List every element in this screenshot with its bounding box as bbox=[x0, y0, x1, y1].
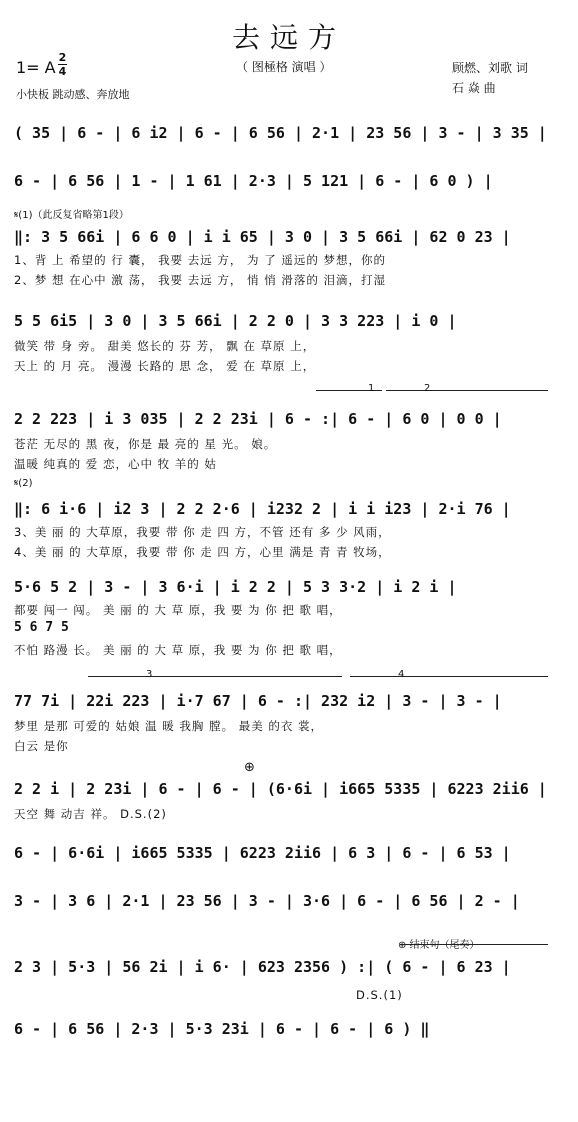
score-line-8: 77 7i | 22i 223 | i·7 67 | 6 - :| 232 i2 | 3 - | 3 - | bbox=[14, 692, 502, 710]
score-line-5: 2 2 223 | i 3 035 | 2 2 23i | 6 - :| 6 - | 6 0 | 0 0 | bbox=[14, 410, 502, 428]
ending-bracket-2 bbox=[386, 390, 548, 391]
key-signature: 1= A bbox=[16, 58, 56, 77]
score-line-7: 5·6 5 2 | 3 - | 3 6·i | i 2 2 | 5 3 3·2 | i 2 i | bbox=[14, 578, 457, 596]
ending-label-1: 1 bbox=[368, 383, 375, 394]
lyrics-line-9: 天空 舞 动吉 祥。 D.S.(2) bbox=[14, 807, 167, 821]
ds-marker-1: D.S.(1) bbox=[356, 988, 403, 1002]
lyrics-line-4b: 天上 的 月 亮。 漫漫 长路的 思 念， 爱 在 草原 上， bbox=[14, 359, 316, 373]
ending-label-2: 2 bbox=[424, 383, 431, 394]
segno-marker-2: 𝄋(2) bbox=[14, 478, 33, 489]
lyrics-line-4a: 微笑 带 身 旁。 甜美 悠长的 芬 芳， 飘 在 草原 上， bbox=[14, 339, 316, 353]
coda-ending-bracket bbox=[400, 944, 548, 945]
lyrics-line-3a: 1、背 上 希望的 行 囊， 我要 去远 方， 为 了 遥远的 梦想，你的 bbox=[14, 253, 387, 267]
composer: 石 焱 曲 bbox=[452, 81, 496, 95]
lyrics-line-3b: 2、梦 想 在心中 激 荡， 我要 去远 方， 悄 悄 滑落的 泪滴，打湿 bbox=[14, 273, 387, 287]
lyrics-line-5a: 苍茫 无尽的 黑 夜，你是 最 亮的 星 光。 娘。 bbox=[14, 437, 277, 451]
time-signature-top: 2 bbox=[58, 51, 67, 64]
credits bbox=[452, 58, 528, 98]
score-line-10: 6 - | 6·6i | i665 5335 | 6223 2ii6 | 6 3 | 6 - | 6 53 | bbox=[14, 844, 511, 862]
ending-label-4: 4 bbox=[398, 669, 405, 680]
lyrics-line-5b: 温暖 纯真的 爱 恋，心中 牧 羊的 姑 bbox=[14, 457, 217, 471]
score-line-3: ‖: 3 5 66i | 6 6 0 | i i 65 | 3 0 | 3 5 66i | 62 0 23 | bbox=[14, 228, 511, 246]
lyrics-line-6b: 4、美 丽 的 大草原，我要 带 你 走 四 方，心里 满是 青 青 牧场， bbox=[14, 545, 391, 559]
lyrics-line-8b: 白云 是你 bbox=[14, 739, 69, 753]
lyrics-line-8a: 梦里 是那 可爱的 姑娘 温 暖 我胸 膛。 最美 的衣 裳， bbox=[14, 719, 324, 733]
lyricist: 顾燃、刘歌 词 bbox=[452, 61, 528, 75]
song-title: 去远方 bbox=[231, 21, 346, 54]
score-line-1: ( 35 | 6 - | 6 i2 | 6 - | 6 56 | 2·1 | 23 56 | 3 - | 3 35 | bbox=[14, 124, 547, 142]
time-signature bbox=[58, 52, 67, 77]
lyrics-line-6a: 3、美 丽 的 大草原，我要 带 你 走 四 方，不管 还有 多 少 风雨， bbox=[14, 525, 391, 539]
time-signature-bottom: 4 bbox=[58, 65, 67, 78]
lyrics-line-7a: 都要 闯一 闯。 美 丽 的 大 草 原，我 要 为 你 把 歌 唱， bbox=[14, 603, 342, 617]
performers: （ 图極格 演唱 ） bbox=[236, 60, 332, 74]
score-line-4: 5 5 6i5 | 3 0 | 3 5 66i | 2 2 0 | 3 3 223 | i 0 | bbox=[14, 312, 457, 330]
score-line-9: 2 2 i | 2 23i | 6 - | 6 - | (6·6i | i665 5335 | 6223 2ii6 | bbox=[14, 780, 547, 798]
score-line-13: 6 - | 6 56 | 2·3 | 5·3 23i | 6 - | 6 - | 6 ) ‖ bbox=[14, 1020, 430, 1038]
ending-bracket-3 bbox=[88, 676, 342, 677]
score-line-6: ‖: 6 i·6 | i2 3 | 2 2 2·6 | i232 2 | i i i23 | 2·i 76 | bbox=[14, 500, 511, 518]
score-line-11: 3 - | 3 6 | 2·1 | 23 56 | 3 - | 3·6 | 6 - | 6 56 | 2 - | bbox=[14, 892, 520, 910]
score-line-2: 6 - | 6 56 | 1 - | 1 61 | 2·3 | 5 121 | 6 - | 6 0 ) | bbox=[14, 172, 493, 190]
ending-label-3: 3 bbox=[146, 669, 153, 680]
ending-bracket-4 bbox=[350, 676, 548, 677]
score-line-12: 2 3 | 5·3 | 56 2i | i 6· | 623 2356 ) :| ( 6 - | 6 23 | bbox=[14, 958, 511, 976]
lyrics-line-7b: 不怕 路漫 长。 美 丽 的 大 草 原，我 要 为 你 把 歌 唱， bbox=[14, 643, 342, 657]
coda-sign: ⊕ bbox=[244, 760, 255, 775]
coda-ending-label: ⊕ 结束句（尾奏） bbox=[398, 940, 480, 951]
alternate-notes: 5 6 7 5 bbox=[14, 620, 69, 635]
tempo-marking: 小快板 跳动感、奔放地 bbox=[16, 88, 130, 101]
segno-marker-1: 𝄋(1)（此反复省略第1段） bbox=[14, 210, 129, 221]
